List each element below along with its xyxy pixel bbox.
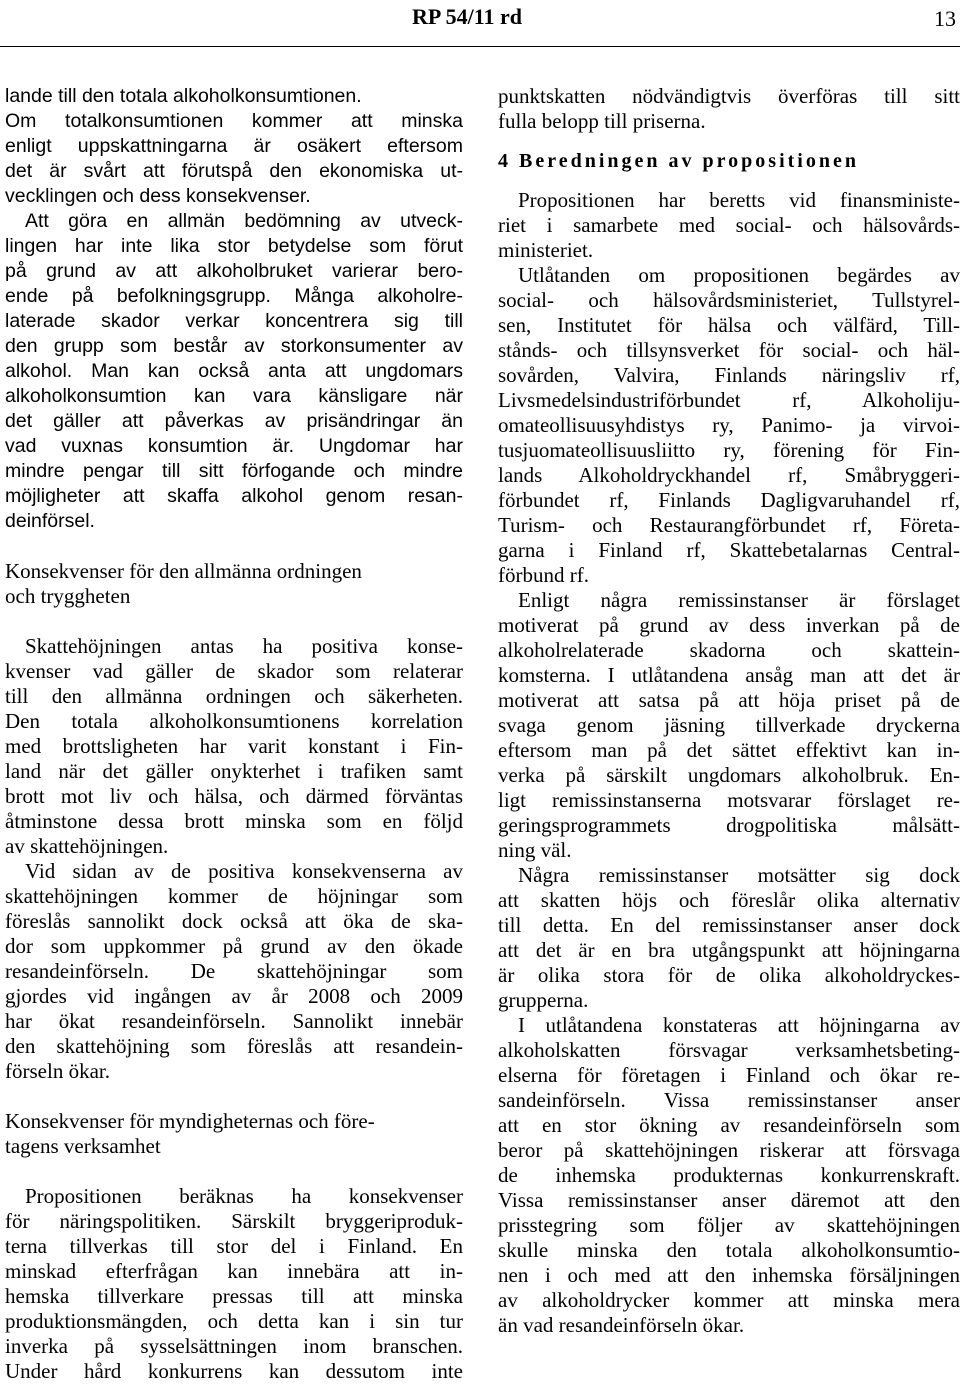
text-line: prisstegring som följer av skattehöjningen [498, 1213, 960, 1237]
text-line: lande till den totala alkoholkonsumtionen. [5, 85, 362, 107]
text-line: eftersom man på det sättet effektivt kan in- [498, 738, 960, 762]
text-line: dor som uppkommer på grund av den ökade [5, 934, 463, 958]
text-line: lingen har inte lika stor betydelse som förut [5, 235, 463, 257]
text-line: land när det gäller onykterhet i trafiken samt [5, 759, 463, 783]
text-line: ende på befolkningsgrupp. Många alkoholre- [5, 285, 463, 307]
text-line: vecklingen och dess konsekvenser. [5, 185, 311, 207]
text-line: det är svårt att förutspå den ekonomiska ut- [5, 160, 463, 182]
text-line: förbund rf. [498, 563, 589, 587]
page-number: 13 [934, 6, 956, 31]
text-line: mindre pengar till sitt förfogande och mindre [5, 460, 463, 482]
text-line: geringsprogrammets drogpolitiska målsätt- [498, 813, 960, 837]
text-line: svaga genom jäsning tillverkade dryckerna [498, 713, 960, 737]
text-line: omateollisuusyhdistys ry, Panimo- ja virvoi- [498, 413, 960, 437]
text-line: kvenser vad gäller de skador som relaterar [5, 659, 463, 683]
section-heading: 4 Beredningen av propositionen [498, 150, 859, 172]
text-line: möjligheter att skaffa alkohol genom resan- [5, 485, 463, 507]
text-line: lands Alkoholdryckhandel rf, Småbryggeri- [498, 463, 960, 487]
text-line: med brottsligheten har varit konstant i Fin- [5, 734, 463, 758]
text-line: punktskatten nödvändigtvis överföras till sitt [498, 84, 960, 108]
text-line: komsterna. I utlåtandena ansåg man att det är [498, 663, 960, 687]
text-line: än vad resandeinförseln ökar. [498, 1313, 745, 1337]
text-line: Enligt några remissinstanser är förslaget [518, 588, 960, 612]
text-line: föreslås sannolikt dock också att öka de ska- [5, 909, 463, 933]
text-line: Att göra en allmän bedömning av utveck- [25, 210, 463, 232]
text-line: alkoholskatten försvagar verksamhetsbeting- [498, 1038, 960, 1062]
text-line: brott mot liv och hälsa, och därmed förväntas [5, 784, 463, 808]
subheading: Konsekvenser för den allmänna ordningen [5, 559, 362, 583]
text-line: verka på särskilt ungdomars alkoholbruk. En- [498, 763, 960, 787]
text-line: att en stor ökning av resandeinförseln som [498, 1113, 960, 1137]
header-rule [0, 46, 960, 47]
text-line: enligt uppskattningarna är osäkert eftersom [5, 135, 463, 157]
left-column [5, 84, 463, 1384]
text-line: riet i samarbete med social- och hälsovårds- [498, 213, 960, 237]
text-line: förseln ökar. [5, 1059, 110, 1083]
text-line: Utlåtanden om propositionen begärdes av [518, 263, 960, 287]
text-line: att det är en bra utgångspunkt att höjningarna [498, 938, 960, 962]
text-line: gjordes vid ingången av år 2008 och 2009 [5, 984, 463, 1008]
text-line: sandeinförseln. Vissa remissinstanser anser [498, 1088, 960, 1112]
text-line: Under hård konkurrens kan dessutom inte [5, 1359, 463, 1383]
text-line: Vid sidan av de positiva konsekvenserna av [25, 859, 463, 883]
text-line: Några remissinstanser motsätter sig dock [518, 863, 960, 887]
text-line: av alkoholdrycker kommer att minska mera [498, 1288, 960, 1312]
text-line: garna i Finland rf, Skattebetalarnas Central- [498, 538, 960, 562]
text-line: har ökat resandeinförseln. Sannolikt innebär [5, 1009, 463, 1033]
text-line: laterade skador verkar koncentrera sig till [5, 310, 463, 332]
text-line: Den totala alkoholkonsumtionens korrelation [5, 709, 463, 733]
text-line: Livsmedelsindustriförbundet rf, Alkoholiju- [498, 388, 960, 412]
text-line: inverka på sysselsättningen inom branschen. [5, 1334, 463, 1358]
text-line: för näringspolitiken. Särskilt bryggeriproduk- [5, 1209, 463, 1233]
text-line: nen i och med att den inhemska försäljningen [498, 1263, 960, 1287]
text-line: den skattehöjning som föreslås att resandein- [5, 1034, 463, 1058]
text-line: ministeriet. [498, 238, 594, 262]
page-header [0, 0, 960, 48]
text-line: deinförsel. [5, 510, 95, 532]
text-line: vad vuxnas konsumtion är. Ungdomar har [5, 435, 463, 457]
text-line: på grund av att alkoholbruket varierar bero- [5, 260, 463, 282]
text-line: är olika stora för de olika alkoholdryckes- [498, 963, 960, 987]
text-line: resandeinförseln. De skattehöjningar som [5, 959, 463, 983]
text-line: Skattehöjningen antas ha positiva konse- [25, 634, 463, 658]
text-line: skulle minska den totala alkoholkonsumtio- [498, 1238, 960, 1262]
subheading: tagens verksamhet [5, 1134, 161, 1158]
text-line: Vissa remissinstanser anser däremot att den [498, 1188, 960, 1212]
text-line: grupperna. [498, 988, 589, 1012]
text-line: till den allmänna ordningen och säkerheten. [5, 684, 463, 708]
text-line: stånds- och tillsynsverket för social- och häl- [498, 338, 960, 362]
text-line: alkoholkonsumtion kan vara känsligare när [5, 385, 463, 407]
text-line: motiverat att satsa på att höja priset på de [498, 688, 960, 712]
text-line: beror på skattehöjningen riskerar att försvaga [498, 1138, 960, 1162]
text-line: ligt remissinstanserna motsvarar förslaget re- [498, 788, 960, 812]
subheading: Konsekvenser för myndigheternas och före- [5, 1109, 375, 1133]
text-line: terna tillverkas till stor del i Finland. En [5, 1234, 463, 1258]
text-line: den grupp som består av storkonsumenter av [5, 335, 463, 357]
right-column [498, 84, 960, 1338]
text-line: till detta. En del remissinstanser anser dock [498, 913, 960, 937]
text-line: sen, Institutet för hälsa och välfärd, Till- [498, 313, 960, 337]
text-line: åtminstone dessa brott minska som en följd [5, 809, 463, 833]
text-line: elserna för företagen i Finland och ökar re- [498, 1063, 960, 1087]
text-line: fulla belopp till priserna. [498, 109, 706, 133]
text-line: sovården, Valvira, Finlands näringsliv rf, [498, 363, 960, 387]
text-line: tusjuomateollisuusliitto ry, förening för Fin- [498, 438, 960, 462]
text-line: produktionsmängden, och detta kan i sin tur [5, 1309, 463, 1333]
text-line: det gäller att påverkas av prisändringar än [5, 410, 463, 432]
text-line: alkohol. Man kan också anta att ungdomars [5, 360, 463, 382]
text-line: ning väl. [498, 838, 572, 862]
document-reference: RP 54/11 rd [412, 4, 523, 29]
text-line: Turism- och Restaurangförbundet rf, Företa- [498, 513, 960, 537]
text-line: social- och hälsovårdsministeriet, Tullstyrel- [498, 288, 960, 312]
text-line: hemska tillverkare pressas till att minska [5, 1284, 463, 1308]
text-line: förbundet rf, Finlands Dagligvaruhandel rf, [498, 488, 960, 512]
subheading: och tryggheten [5, 584, 131, 608]
text-line: motiverat på grund av dess inverkan på de [498, 613, 960, 637]
text-line: de inhemska produkternas konkurrenskraft. [498, 1163, 960, 1187]
text-line: minskad efterfrågan kan innebära att in- [5, 1259, 463, 1283]
text-line: skattehöjningen kommer de höjningar som [5, 884, 463, 908]
text-line: Propositionen har beretts vid finansministe- [518, 188, 960, 212]
text-line: Om totalkonsumtionen kommer att minska [5, 110, 463, 132]
text-line: alkoholrelaterade skadorna och skattein- [498, 638, 960, 662]
text-line: att skatten höjs och föreslår olika alternativ [498, 888, 960, 912]
text-line: I utlåtandena konstateras att höjningarna av [518, 1013, 960, 1037]
text-line: av skattehöjningen. [5, 834, 169, 858]
text-line: Propositionen beräknas ha konsekvenser [25, 1184, 463, 1208]
